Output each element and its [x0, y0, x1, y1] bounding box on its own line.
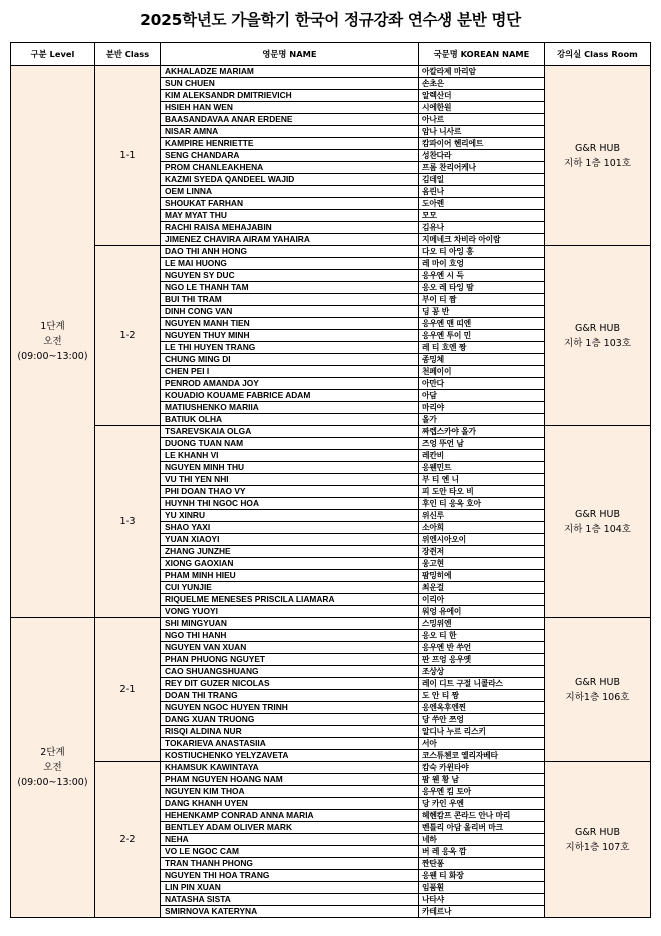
student-korean-name: 천페이이	[419, 366, 545, 378]
student-english-name: SHI MINGYUAN	[161, 618, 419, 630]
student-english-name: PHAN PHUONG NGUYET	[161, 654, 419, 666]
student-english-name: CUI YUNJIE	[161, 582, 419, 594]
student-english-name: NISAR AMNA	[161, 126, 419, 138]
student-korean-name: 임품훤	[419, 882, 545, 894]
student-korean-name: 조상상	[419, 666, 545, 678]
student-korean-name: 레 티 흐엔 짱	[419, 342, 545, 354]
student-korean-name: 손초은	[419, 78, 545, 90]
student-korean-name: 짜렙스카야 올가	[419, 426, 545, 438]
student-english-name: KAMPIRE HENRIETTE	[161, 138, 419, 150]
student-korean-name: 코스튜첸코 옐리자베타	[419, 750, 545, 762]
student-korean-name: 아담	[419, 390, 545, 402]
roster-body	[11, 66, 651, 918]
table-header-row	[11, 43, 651, 66]
student-korean-name: 응엔옥후엔찐	[419, 702, 545, 714]
student-korean-name: 네하	[419, 834, 545, 846]
student-english-name: NGUYEN NGOC HUYEN TRINH	[161, 702, 419, 714]
student-english-name: JIMENEZ CHAVIRA AIRAM YAHAIRA	[161, 234, 419, 246]
student-korean-name: 위신루	[419, 510, 545, 522]
header-level: 구분 Level	[11, 43, 95, 66]
header-room: 강의실 Class Room	[545, 43, 651, 66]
student-english-name: ZHANG JUNZHE	[161, 546, 419, 558]
student-english-name: LE MAI HUONG	[161, 258, 419, 270]
level-name: 2단계	[40, 747, 65, 758]
table-row	[11, 762, 651, 774]
student-english-name: RISQI ALDINA NUR	[161, 726, 419, 738]
student-korean-name: 응우옌 킴 토아	[419, 786, 545, 798]
student-korean-name: 캄파이어 헨리에트	[419, 138, 545, 150]
classroom-cell	[545, 66, 651, 246]
level-time: (09:00~13:00)	[17, 777, 88, 788]
student-korean-name: 딩 꽁 반	[419, 306, 545, 318]
student-english-name: MATIUSHENKO MARIIA	[161, 402, 419, 414]
student-korean-name: 암나 니사르	[419, 126, 545, 138]
class-id-cell: 2-1	[95, 618, 161, 762]
student-english-name: LE THI HUYEN TRANG	[161, 342, 419, 354]
student-english-name: SHOUKAT FARHAN	[161, 198, 419, 210]
room-number: 지하1층 107호	[565, 841, 630, 853]
student-english-name: NGUYEN SY DUC	[161, 270, 419, 282]
student-korean-name: 응우옌 맨 띠엔	[419, 318, 545, 330]
student-english-name: MAY MYAT THU	[161, 210, 419, 222]
student-english-name: SENG CHANDARA	[161, 150, 419, 162]
class-roster-table	[10, 42, 651, 918]
room-building: G&R HUB	[574, 142, 620, 154]
student-korean-name: 캄숙 카윈타야	[419, 762, 545, 774]
student-english-name: YUAN XIAOYI	[161, 534, 419, 546]
student-korean-name: 당 쑤안 쯔엉	[419, 714, 545, 726]
student-english-name: CAO SHUANGSHUANG	[161, 666, 419, 678]
level-cell	[11, 66, 95, 618]
student-korean-name: 즈엉 뚜언 남	[419, 438, 545, 450]
student-korean-name: 판 프엉 응우옛	[419, 654, 545, 666]
student-korean-name: 벤틀리 아담 올리버 마크	[419, 822, 545, 834]
student-korean-name: 부이 티 짬	[419, 294, 545, 306]
student-korean-name: 피 도안 타오 비	[419, 486, 545, 498]
student-korean-name: 팜밍히에	[419, 570, 545, 582]
student-english-name: TOKARIEVA ANASTASIIA	[161, 738, 419, 750]
student-korean-name: 응웬민트	[419, 462, 545, 474]
student-english-name: DANG KHANH UYEN	[161, 798, 419, 810]
student-english-name: NGUYEN VAN XUAN	[161, 642, 419, 654]
student-english-name: HEHENKAMP CONRAD ANNA MARIA	[161, 810, 419, 822]
level-name: 1단계	[40, 321, 65, 332]
header-english-name: 영문명 NAME	[161, 43, 419, 66]
student-english-name: DINH CONG VAN	[161, 306, 419, 318]
student-english-name: HUYNH THI NGOC HOA	[161, 498, 419, 510]
student-korean-name: 알렉산더	[419, 90, 545, 102]
student-korean-name: 장쥔저	[419, 546, 545, 558]
student-english-name: DUONG TUAN NAM	[161, 438, 419, 450]
student-english-name: NGUYEN KIM THOA	[161, 786, 419, 798]
student-english-name: NEHA	[161, 834, 419, 846]
student-korean-name: 응우옌 시 득	[419, 270, 545, 282]
student-english-name: DAO THI ANH HONG	[161, 246, 419, 258]
student-english-name: VU THI YEN NHI	[161, 474, 419, 486]
student-english-name: SUN CHUEN	[161, 78, 419, 90]
student-korean-name: 모모	[419, 210, 545, 222]
student-english-name: TSAREVSKAIA OLGA	[161, 426, 419, 438]
student-korean-name: 김데일	[419, 174, 545, 186]
student-english-name: NGUYEN THUY MINH	[161, 330, 419, 342]
student-korean-name: 팜 웬 황 남	[419, 774, 545, 786]
student-english-name: NGUYEN MANH TIEN	[161, 318, 419, 330]
student-korean-name: 레 마이 흐엉	[419, 258, 545, 270]
student-korean-name: 이리아	[419, 594, 545, 606]
student-english-name: SMIRNOVA KATERYNA	[161, 906, 419, 918]
student-korean-name: 올가	[419, 414, 545, 426]
room-building: G&R HUB	[574, 508, 620, 520]
student-korean-name: 응오 티 한	[419, 630, 545, 642]
classroom-cell	[545, 618, 651, 762]
class-id-cell: 1-1	[95, 66, 161, 246]
student-korean-name: 스밍위엔	[419, 618, 545, 630]
class-id-cell: 2-2	[95, 762, 161, 918]
student-english-name: YU XINRU	[161, 510, 419, 522]
room-number: 지하 1층 101호	[564, 157, 631, 169]
student-english-name: PHAM MINH HIEU	[161, 570, 419, 582]
room-building: G&R HUB	[574, 676, 620, 688]
student-korean-name: 카테르나	[419, 906, 545, 918]
student-korean-name: 응오 레 타잉 땀	[419, 282, 545, 294]
room-number: 지하1층 106호	[565, 691, 630, 703]
student-english-name: CHEN PEI I	[161, 366, 419, 378]
student-korean-name: 프롬 찬리어케나	[419, 162, 545, 174]
student-english-name: BUI THI TRAM	[161, 294, 419, 306]
student-english-name: PHI DOAN THAO VY	[161, 486, 419, 498]
student-korean-name: 도 안 티 짱	[419, 690, 545, 702]
student-english-name: BAASANDAVAA ANAR ERDENE	[161, 114, 419, 126]
student-korean-name: 응우옌 반 쑤언	[419, 642, 545, 654]
student-english-name: CHUNG MING DI	[161, 354, 419, 366]
student-korean-name: 나타샤	[419, 894, 545, 906]
header-class: 분반 Class	[95, 43, 161, 66]
student-english-name: BENTLEY ADAM OLIVER MARK	[161, 822, 419, 834]
room-number: 지하 1층 104호	[564, 523, 631, 535]
student-korean-name: 웅고현	[419, 558, 545, 570]
classroom-cell	[545, 246, 651, 426]
student-english-name: KAZMI SYEDA QANDEEL WAJID	[161, 174, 419, 186]
class-id-cell: 1-3	[95, 426, 161, 618]
header-korean-name: 국문명 KOREAN NAME	[419, 43, 545, 66]
student-korean-name: 다오 티 아잉 홍	[419, 246, 545, 258]
student-korean-name: 응웬 티 화장	[419, 870, 545, 882]
student-english-name: VO LE NGOC CAM	[161, 846, 419, 858]
student-english-name: NGO THI HANH	[161, 630, 419, 642]
table-row	[11, 426, 651, 438]
level-cell	[11, 618, 95, 918]
student-korean-name: 서아	[419, 738, 545, 750]
student-english-name: DANG XUAN TRUONG	[161, 714, 419, 726]
student-english-name: NGUYEN THI HOA TRANG	[161, 870, 419, 882]
student-korean-name: 부 티 옌 니	[419, 474, 545, 486]
student-korean-name: 버 레 응옥 깜	[419, 846, 545, 858]
student-english-name: PROM CHANLEAKHENA	[161, 162, 419, 174]
student-korean-name: 당 카인 우옌	[419, 798, 545, 810]
student-english-name: PENROD AMANDA JOY	[161, 378, 419, 390]
student-english-name: XIONG GAOXIAN	[161, 558, 419, 570]
student-english-name: HSIEH HAN WEN	[161, 102, 419, 114]
student-korean-name: 시에한원	[419, 102, 545, 114]
class-id-cell: 1-2	[95, 246, 161, 426]
student-korean-name: 옴린나	[419, 186, 545, 198]
level-time: (09:00~13:00)	[17, 351, 88, 362]
student-english-name: SHAO YAXI	[161, 522, 419, 534]
student-english-name: AKHALADZE MARIAM	[161, 66, 419, 78]
student-english-name: REY DIT GUZER NICOLAS	[161, 678, 419, 690]
student-english-name: NGO LE THANH TAM	[161, 282, 419, 294]
room-building: G&R HUB	[574, 322, 620, 334]
room-building: G&R HUB	[574, 826, 620, 838]
student-english-name: RACHI RAISA MEHAJABIN	[161, 222, 419, 234]
student-english-name: NATASHA SISTA	[161, 894, 419, 906]
student-english-name: KHAMSUK KAWINTAYA	[161, 762, 419, 774]
student-korean-name: 위엔시아오이	[419, 534, 545, 546]
student-korean-name: 레이 디트 구절 니콜라스	[419, 678, 545, 690]
student-korean-name: 성찬다라	[419, 150, 545, 162]
student-english-name: PHAM NGUYEN HOANG NAM	[161, 774, 419, 786]
student-english-name: KOUADIO KOUAME FABRICE ADAM	[161, 390, 419, 402]
student-english-name: OEM LINNA	[161, 186, 419, 198]
student-korean-name: 레칸비	[419, 450, 545, 462]
student-english-name: NGUYEN MINH THU	[161, 462, 419, 474]
student-korean-name: 아만다	[419, 378, 545, 390]
student-english-name: VONG YUOYI	[161, 606, 419, 618]
student-korean-name: 응우옌 투이 민	[419, 330, 545, 342]
student-korean-name: 도아렌	[419, 198, 545, 210]
page-title: 2025학년도 가을학기 한국어 정규강좌 연수생 분반 명단	[140, 11, 521, 29]
level-session: 오전	[43, 762, 62, 773]
student-korean-name: 최운걸	[419, 582, 545, 594]
student-korean-name: 마리야	[419, 402, 545, 414]
student-korean-name: 지메네크 차비라 아이람	[419, 234, 545, 246]
student-korean-name: 아칼라제 마리암	[419, 66, 545, 78]
student-english-name: KOSTIUCHENKO YELYZAVETA	[161, 750, 419, 762]
student-english-name: TRAN THANH PHONG	[161, 858, 419, 870]
table-row	[11, 618, 651, 630]
student-korean-name: 아나르	[419, 114, 545, 126]
student-korean-name: 김유나	[419, 222, 545, 234]
table-row	[11, 66, 651, 78]
student-english-name: LIN PIN XUAN	[161, 882, 419, 894]
student-korean-name: 후인 티 응옥 호아	[419, 498, 545, 510]
student-english-name: BATIUK OLHA	[161, 414, 419, 426]
classroom-cell	[545, 426, 651, 618]
student-english-name: LE KHANH VI	[161, 450, 419, 462]
student-korean-name: 짠탄퐁	[419, 858, 545, 870]
classroom-cell	[545, 762, 651, 918]
student-korean-name: 종밍체	[419, 354, 545, 366]
student-korean-name: 알디나 누르 리스키	[419, 726, 545, 738]
level-session: 오전	[43, 336, 62, 347]
student-korean-name: 헤헨캄프 콘라드 안나 마리	[419, 810, 545, 822]
table-row	[11, 246, 651, 258]
student-english-name: RIQUELME MENESES PRISCILA LIAMARA	[161, 594, 419, 606]
student-english-name: KIM ALEKSANDR DMITRIEVICH	[161, 90, 419, 102]
student-korean-name: 소아희	[419, 522, 545, 534]
student-korean-name: 워엉 유에이	[419, 606, 545, 618]
room-number: 지하 1층 103호	[564, 337, 631, 349]
student-english-name: DOAN THI TRANG	[161, 690, 419, 702]
